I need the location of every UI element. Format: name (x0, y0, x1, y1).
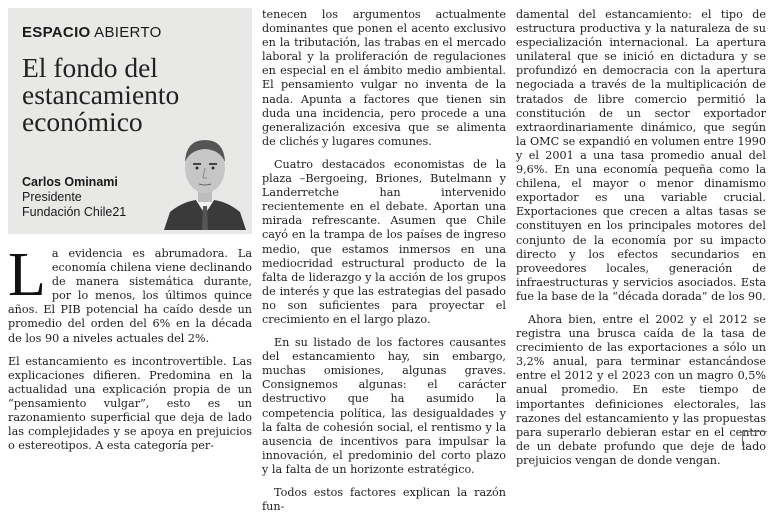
col2-paragraph-2: Cuatro destacados economistas de la plaza –Bergoeing, Briones, Butelmann y Landerretche han intervenido recientemente en el debate. Aportan una mirada refrescante. Asumen que Chile cayó en la trampa de los países de ingreso medio, que estamos inmersos en una mediocridad estructural producto de la falta de liderazgo y la acción de los grupos de interés y que las estrategias del pasado no son suficientes para proyectar el crecimiento en el largo plazo. (262, 157, 506, 326)
col1-paragraph-2: El estancamiento es incontrovertible. Las explicaciones difieren. Predomina en la actualidad una explicación propia de un “pensamiento vulgar”, esto es un razonamiento superficial que deja de lado las complejidades y se apoya en prejuicios o estereotipos. A esta categoría per- (8, 354, 252, 453)
page-corner-icon (742, 431, 767, 446)
author-role-line2: Fundación Chile21 (22, 205, 127, 219)
col1-paragraph-1: a evidencia es abrumadora. La economía chilena viene declinando de manera sistemática durante, por lo menos, los últimos quince años. El PIB potencial ha caído desde un promedio del orden del 6% en la década de los 90 a niveles actuales del 2%. (8, 247, 252, 345)
col2-paragraph-4: Todos estos factores explican la razón fun- (262, 486, 506, 514)
author-portrait-icon (162, 130, 248, 230)
author-role-line1: Presidente (22, 190, 82, 204)
section-label-bold: ESPACIO (22, 24, 91, 41)
col3-paragraph-1: damental del estancamiento: el tipo de estructura productiva y la naturaleza de su especialización internacional. La apertura unilateral que se inició en dictadura y se profundizó en democracia con la apertura negociada a través de la multiplicación de tratados de libre comercio permitió la constitución de un sector exportador extraordinariamente dinámico, que según la OMC se expandió en volumen entre 1990 y el 2001 a una tasa promedio anual del 9,6%. En una economía pequeña como la chilena, el mayor o menor dinamismo exportador es una variable crucial. Exportaciones que crecen a altas tasas se constituyen en los principales motores del conjunto de la economía por su impacto directo y los efectos secundarios en proveedores locales, generación de infraestructuras y servicios asociados. Esta fue la base de la “década dorada” de los 90. (516, 8, 766, 303)
section-label-rest: ABIERTO (90, 24, 162, 41)
column-2 (262, 8, 506, 514)
drop-cap: L (8, 241, 46, 309)
column-3 (516, 8, 766, 468)
article-title: El fondo del estancamiento económico (22, 52, 180, 137)
col2-paragraph-1: tenecen los argumentos actualmente dominantes que ponen el acento exclusivo en la tributación, las trabas en el mercado laboral y la proliferación de regulaciones en especial en el ámbito medio ambiental. El pensamiento vulgar no inventa de la nada. Apunta a factores que tienen sin duda una incidencia, pero procede a una generalización excesiva que se alimenta de clichés y lugares comunes. (262, 8, 506, 148)
section-label (22, 24, 162, 41)
col3-paragraph-2: Ahora bien, entre el 2002 y el 2012 se registra una brusca caída de la tasa de crecimiento de las exportaciones a sólo un 3,2% anual, para terminar estancándose entre el 2012 y el 2023 con un magro 0,5% anual promedio. En este tiempo de importantes definiciones electorales, las razones del estancamiento y las propuestas para superarlo debieran estar en el centro de un debate profundo que deje de lado prejuicios vengan de donde vengan. (516, 312, 766, 467)
author-role (22, 190, 126, 220)
column-1 (8, 241, 252, 453)
author-name: Carlos Ominami (22, 175, 118, 189)
col2-paragraph-3: En su listado de los factores causantes del estancamiento hay, sin embargo, muchas omisiones, algunas graves. Consignemos algunas: el carácter destructivo que ha asumido la competencia política, las desigualdades y la falta de cohesión social, el rentismo y la ausencia de incentivos para impulsar la innovación, el predominio del corto plazo y la falta de un horizonte estratégico. (262, 336, 506, 476)
